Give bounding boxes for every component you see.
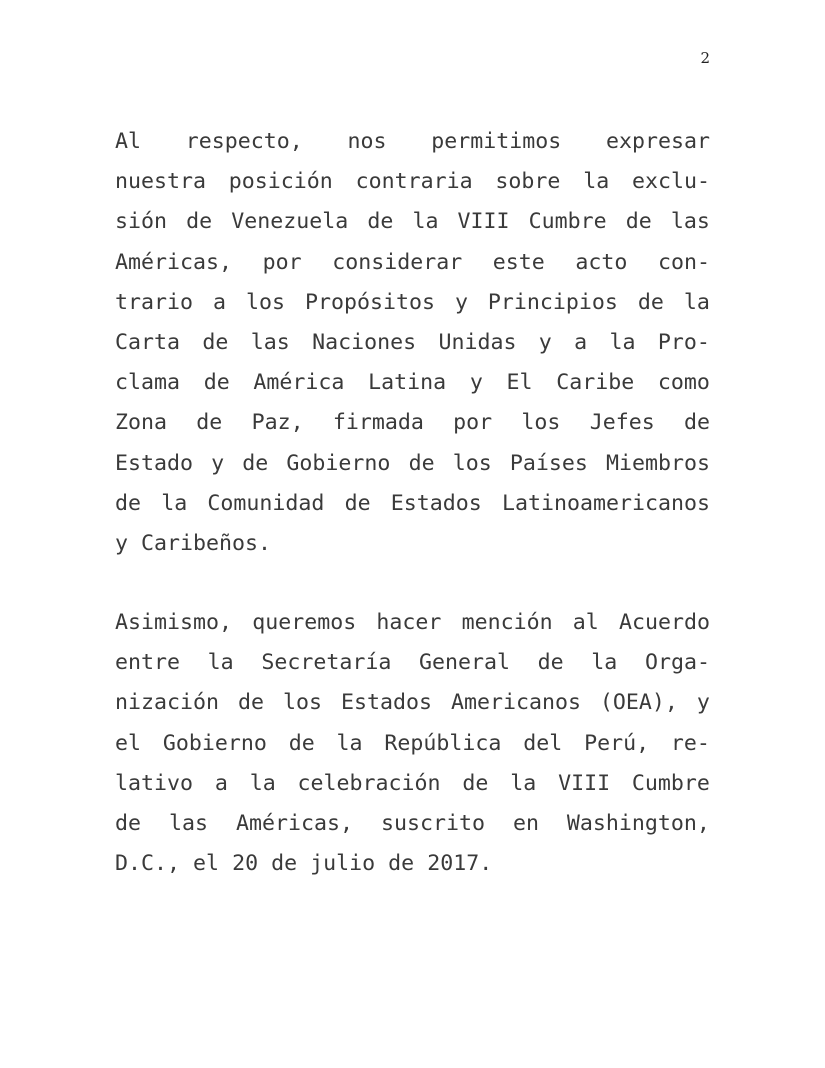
text-line bbox=[115, 363, 710, 403]
word: permitimos bbox=[431, 129, 562, 154]
word: Gobierno bbox=[162, 730, 267, 756]
word: de bbox=[462, 770, 489, 796]
word: Venezuela bbox=[231, 209, 349, 235]
text-line bbox=[115, 122, 710, 162]
word: lativo bbox=[115, 770, 194, 796]
word: Caribeños. bbox=[141, 530, 272, 556]
word: de bbox=[344, 490, 371, 516]
word: celebración bbox=[297, 770, 441, 796]
word: Perú, bbox=[584, 730, 650, 756]
word: de bbox=[202, 329, 229, 355]
word: Cumbre bbox=[528, 209, 607, 235]
word: mención bbox=[461, 610, 553, 635]
text-line bbox=[115, 202, 710, 242]
word: Gobierno bbox=[286, 450, 391, 476]
word: de bbox=[367, 209, 394, 235]
word: los bbox=[245, 289, 285, 315]
word: como bbox=[657, 370, 710, 396]
word: queremos bbox=[252, 610, 357, 635]
word: de bbox=[408, 450, 435, 476]
word: y bbox=[454, 289, 468, 315]
word: de bbox=[683, 410, 710, 436]
text-line bbox=[115, 162, 710, 202]
word: a bbox=[574, 329, 588, 355]
word: a bbox=[214, 770, 228, 796]
word: Miembros bbox=[605, 450, 710, 476]
word: clama bbox=[115, 370, 181, 396]
word: suscrito bbox=[380, 810, 485, 836]
word: de bbox=[196, 410, 223, 436]
word: Naciones bbox=[312, 329, 417, 355]
word: al bbox=[572, 610, 599, 635]
word: VIII bbox=[457, 209, 510, 235]
word: de bbox=[237, 690, 264, 716]
word: la bbox=[510, 770, 537, 796]
word: posición bbox=[228, 169, 333, 195]
word: Washington, bbox=[566, 810, 710, 836]
word: Americanos bbox=[450, 690, 581, 716]
paragraph-acuerdo-oea bbox=[115, 603, 710, 884]
word: la bbox=[207, 650, 234, 676]
word: las bbox=[168, 810, 208, 836]
word: nos bbox=[347, 129, 387, 154]
word: Latinoamericanos bbox=[501, 490, 710, 516]
word: considerar bbox=[332, 249, 463, 275]
word: la bbox=[412, 209, 439, 235]
text-line bbox=[115, 484, 710, 524]
word: Acuerdo bbox=[618, 610, 710, 635]
word: Carta bbox=[115, 329, 181, 355]
word: de bbox=[625, 209, 652, 235]
word: Cumbre bbox=[631, 770, 710, 796]
word: Países bbox=[509, 450, 588, 476]
word: el bbox=[193, 851, 220, 877]
word: Jefes bbox=[589, 410, 655, 436]
word: por bbox=[453, 410, 493, 436]
word: Principios bbox=[487, 289, 618, 315]
text-line bbox=[115, 804, 710, 844]
word: contraria bbox=[355, 169, 473, 195]
word: la bbox=[609, 329, 636, 355]
word: Latina bbox=[368, 370, 447, 396]
word: este bbox=[492, 249, 545, 275]
word: nización bbox=[115, 690, 220, 716]
text-line bbox=[115, 243, 710, 283]
word: Estados bbox=[340, 690, 432, 716]
word: y bbox=[538, 329, 552, 355]
text-line bbox=[115, 323, 710, 363]
word: de bbox=[186, 209, 213, 235]
word: en bbox=[512, 810, 539, 836]
word: El bbox=[506, 370, 533, 396]
word: Zona bbox=[115, 410, 168, 436]
word: sión bbox=[115, 209, 168, 235]
word: y bbox=[696, 690, 710, 716]
word: Pro- bbox=[657, 329, 710, 355]
text-line bbox=[115, 724, 710, 764]
word: de bbox=[388, 851, 415, 877]
word: de bbox=[115, 810, 142, 836]
word: Al bbox=[115, 129, 142, 154]
word: Propósitos bbox=[304, 289, 435, 315]
word: y bbox=[469, 370, 483, 396]
word: República bbox=[384, 730, 502, 756]
word: los bbox=[452, 450, 492, 476]
word: respecto, bbox=[185, 129, 303, 154]
word: Américas, bbox=[235, 810, 353, 836]
word: sobre bbox=[495, 169, 561, 195]
word: VIII bbox=[558, 770, 611, 796]
word: y bbox=[211, 450, 225, 476]
text-line bbox=[115, 683, 710, 723]
word: la bbox=[683, 289, 710, 315]
word: los bbox=[282, 690, 322, 716]
word: firmada bbox=[332, 410, 424, 436]
word: Unidas bbox=[438, 329, 517, 355]
word: la bbox=[336, 730, 363, 756]
word: hacer bbox=[376, 610, 442, 635]
word: (OEA), bbox=[599, 690, 678, 716]
word: América bbox=[253, 370, 345, 396]
word: Américas, bbox=[115, 249, 233, 275]
word: 20 bbox=[232, 851, 259, 877]
word: exclu- bbox=[631, 169, 710, 195]
paragraph-exclusion-venezuela bbox=[115, 122, 710, 564]
word: la bbox=[161, 490, 188, 516]
text-line bbox=[115, 283, 710, 323]
word: los bbox=[521, 410, 561, 436]
text-line bbox=[115, 844, 710, 884]
word: Estados bbox=[390, 490, 482, 516]
word: Asimismo, bbox=[115, 610, 233, 635]
word: de bbox=[242, 450, 269, 476]
word: entre bbox=[115, 650, 181, 676]
word: la bbox=[249, 770, 276, 796]
word: Orga- bbox=[644, 650, 710, 676]
word: julio bbox=[310, 851, 376, 877]
word: el bbox=[115, 730, 142, 756]
text-line bbox=[115, 403, 710, 443]
word: de bbox=[288, 730, 315, 756]
text-line bbox=[115, 444, 710, 484]
word: por bbox=[262, 249, 302, 275]
word: Caribe bbox=[556, 370, 635, 396]
word: General bbox=[418, 650, 510, 676]
word: Secretaría bbox=[261, 650, 392, 676]
word: expresar bbox=[605, 129, 710, 154]
word: la bbox=[583, 169, 610, 195]
word: de bbox=[537, 650, 564, 676]
text-line bbox=[115, 603, 710, 643]
word: Comunidad bbox=[207, 490, 325, 516]
word: trario bbox=[115, 289, 194, 315]
word: nuestra bbox=[115, 169, 207, 195]
text-line bbox=[115, 643, 710, 683]
word: Estado bbox=[115, 450, 194, 476]
word: con- bbox=[657, 249, 710, 275]
word: Paz, bbox=[251, 410, 304, 436]
word: de bbox=[637, 289, 664, 315]
word: y bbox=[115, 530, 129, 556]
text-line bbox=[115, 764, 710, 804]
word: de bbox=[203, 370, 230, 396]
word: re- bbox=[670, 730, 710, 756]
word: a bbox=[212, 289, 226, 315]
word: de bbox=[115, 490, 142, 516]
word: la bbox=[591, 650, 618, 676]
word: de bbox=[271, 851, 298, 877]
page-number: 2 bbox=[700, 49, 710, 67]
word: las bbox=[250, 329, 290, 355]
word: acto bbox=[575, 249, 628, 275]
text-line bbox=[115, 524, 710, 564]
word: 2017. bbox=[427, 851, 493, 877]
word: D.C., bbox=[115, 851, 181, 877]
word: las bbox=[670, 209, 710, 235]
word: del bbox=[523, 730, 563, 756]
